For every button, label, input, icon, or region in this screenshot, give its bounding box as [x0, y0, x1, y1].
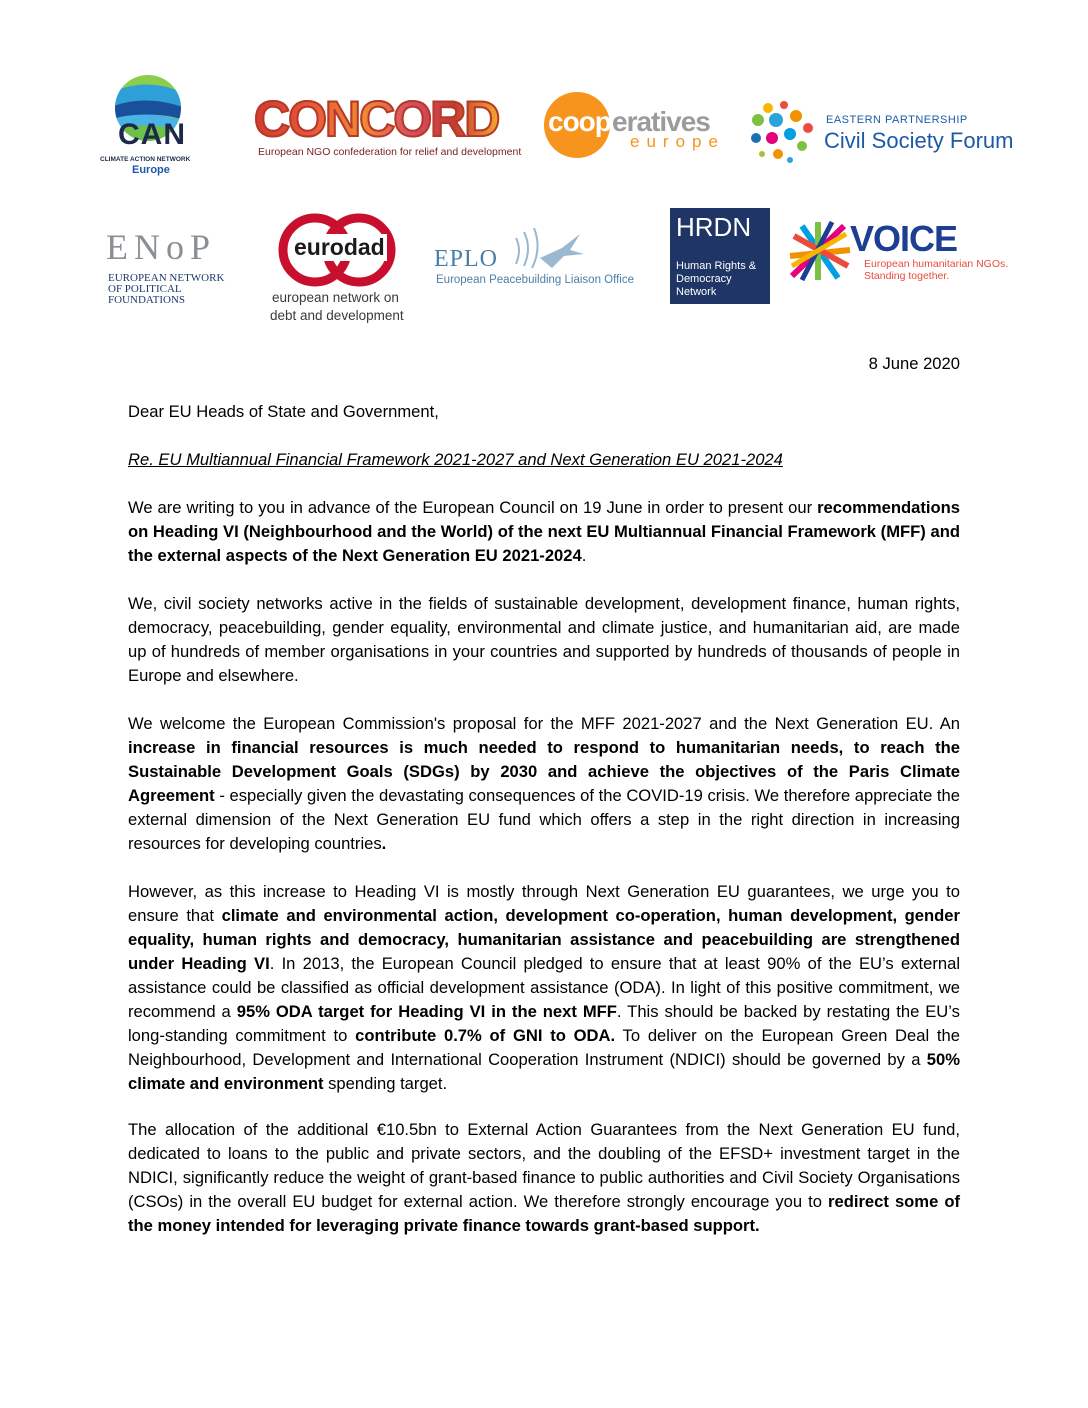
hrdn-logo [670, 208, 770, 304]
eap-csf-logo [748, 100, 1014, 166]
paragraph-3 [128, 712, 960, 856]
eurodad-line1: european network on [272, 290, 399, 305]
eurodad-logo [262, 210, 412, 328]
eap-line2: Civil Society Forum [824, 128, 1014, 153]
can-logo [98, 72, 198, 178]
salutation: Dear EU Heads of State and Government, [128, 402, 439, 421]
cooperatives-region: europe [630, 132, 725, 151]
concord-name: CONCORD [254, 91, 499, 147]
letter-date: 8 June 2020 [868, 354, 960, 373]
eplo-dove-icon [506, 228, 586, 272]
paragraph-4-text-e: . This should be backed by restating the EU’s long-standing commitment to [128, 1002, 960, 1045]
hrdn-line2: Democracy [676, 273, 732, 285]
paragraph-3-bold: increase in financial resources is much needed to respond to humanitarian needs, to reach the Sustainable Development Goals (SDGs) by 2030 and achieve the objectives of the Paris Climate Agreement [128, 738, 960, 805]
concord-logo [254, 91, 522, 162]
paragraph-4-text-a: However, as this increase to Heading VI is mostly through Next Generation EU guarantees, we urge you to ensure that [128, 882, 960, 925]
paragraph-5-text-a: The allocation of the additional €10.5bn to External Action Guarantees from the Next Generation EU fund, dedicated to loans to the public and private sectors, and the doubling of the EFSD+ investment target in the NDICI, significantly reduce the weight of grant-based finance to public authorities and Civil Society Organisations (CSOs) in the overall EU budget for external action. We therefore strongly encourage you to [128, 1120, 960, 1211]
voice-line2: Standing together. [864, 270, 950, 282]
eap-line1: EASTERN PARTNERSHIP [826, 114, 968, 126]
paragraph-5 [128, 1118, 960, 1238]
can-region: Europe [132, 164, 170, 176]
enop-logo [106, 226, 246, 306]
paragraph-3-text-a: We welcome the European Commission's proposal for the MFF 2021-2027 and the Next Generation EU. An [128, 714, 960, 733]
paragraph-4-bold-2: 95% ODA target for Heading VI in the next MFF [236, 1002, 617, 1021]
can-tagline: CLIMATE ACTION NETWORK [100, 156, 191, 163]
eplo-logo [434, 228, 634, 292]
paragraph-4-bold-3: contribute 0.7% of GNI to ODA. [355, 1026, 616, 1045]
cooperatives-name-part1: coop [548, 106, 611, 137]
hrdn-name: HRDN [676, 212, 752, 242]
paragraph-5-bold: redirect some of the money intended for leveraging private finance towards grant-based support. [128, 1192, 960, 1235]
paragraph-4 [128, 880, 960, 1096]
cooperatives-europe-logo [544, 92, 734, 162]
paragraph-1-bold: recommendations on Heading VI (Neighbourhood and the World) of the next EU Multiannual Financial Framework (MFF) and the external aspects of the Next Generation EU 2021-2024 [128, 498, 960, 565]
paragraph-1-text-c: . [581, 546, 587, 565]
voice-name: VOICE [850, 218, 958, 259]
paragraph-2: We, civil society networks active in the fields of sustainable development, development finance, human rights, democracy, peacebuilding, gender equality, environmental and climate justice, and humanitarian aid, are made up of hundreds of member organisations in your countries and supported by hundreds of thousands of people in Europe and elsewhere. [128, 594, 960, 685]
paragraph-4-text-g: To deliver on the European Green Deal the Neighbourhood, Development and International Cooperation Instrument (NDICI) should be governed by a [128, 1026, 960, 1069]
voice-stripes-icon [788, 220, 854, 282]
paragraph-4-bold-1: climate and environmental action, development co-operation, human development, gender equality, human rights and democracy, humanitarian assistance and peacebuilding are strengthened under Heading VI [128, 906, 960, 973]
eplo-name: EPLO [434, 246, 498, 272]
paragraph-4-text-c: . In 2013, the European Council pledged to ensure that at least 90% of the EU’s external assistance could be classified as official development assistance (ODA). In light of this positive commitment, we recommend a [128, 954, 961, 1021]
paragraph-3-bold-period: . [381, 834, 387, 853]
enop-line1: EUROPEAN NETWORK [108, 272, 225, 284]
hrdn-line3: Network [676, 286, 717, 298]
concord-tagline: European NGO confederation for relief and development [258, 146, 522, 158]
eurodad-line2: debt and development [270, 308, 404, 323]
cooperatives-name-part2: eratives [612, 106, 710, 137]
paragraph-4-bold-4: 50% climate and environment [128, 1050, 960, 1093]
can-name: CAN [118, 118, 186, 151]
eurodad-name: eurodad [294, 234, 385, 260]
enop-name: ENoP [106, 227, 217, 267]
paragraph-3-text-c: - especially given the devastating consequences of the COVID-19 crisis. We therefore appreciate the external dimension of the Next Generation EU fund which offers a step in the right direction in increasing resources for developing countries [128, 786, 960, 853]
paragraph-4-text-i: spending target. [323, 1074, 448, 1093]
hrdn-line1: Human Rights & [676, 260, 757, 272]
voice-logo [788, 218, 1009, 286]
paragraph-1-text-a: We are writing to you in advance of the European Council on 19 June in order to present our [128, 498, 818, 517]
paragraph-1 [128, 496, 960, 568]
enop-line2: OF POLITICAL [108, 283, 182, 295]
eap-dots-icon [748, 100, 818, 166]
eplo-tagline: European Peacebuilding Liaison Office [436, 274, 634, 286]
voice-line1: European humanitarian NGOs. [864, 258, 1009, 270]
enop-line3: FOUNDATIONS [108, 294, 186, 306]
subject-line: Re. EU Multiannual Financial Framework 2021-2027 and Next Generation EU 2021-2024 [128, 450, 783, 469]
